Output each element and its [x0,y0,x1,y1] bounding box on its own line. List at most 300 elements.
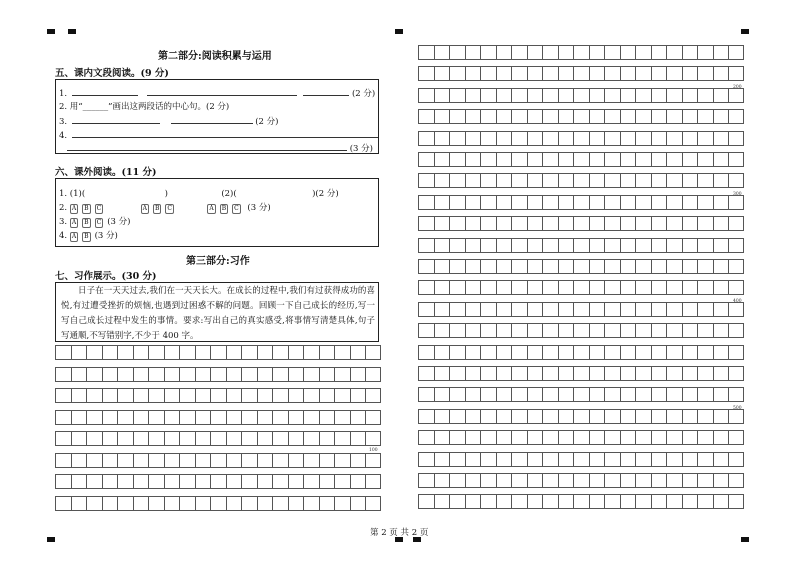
grid-cell[interactable] [195,388,211,403]
grid-cell[interactable] [666,66,682,81]
grid-cell[interactable] [666,88,682,103]
grid-cell[interactable] [465,45,481,60]
grid-cell[interactable] [434,366,450,381]
grid-cell[interactable] [496,195,512,210]
grid-cell[interactable] [542,152,558,167]
grid-cell[interactable] [480,387,496,402]
grid-cell[interactable] [241,345,257,360]
grid-cell[interactable] [434,195,450,210]
grid-cell[interactable] [589,494,605,509]
grid-cell[interactable] [697,452,713,467]
grid-cell[interactable] [257,474,273,489]
grid-cell[interactable] [117,410,133,425]
grid-cell[interactable] [635,280,651,295]
grid-cell[interactable] [465,302,481,317]
grid-cell[interactable] [682,259,698,274]
grid-cell[interactable] [449,195,465,210]
grid-cell[interactable] [319,474,335,489]
grid-cell[interactable] [635,302,651,317]
grid-cell[interactable] [558,238,574,253]
grid-cell[interactable] [728,173,744,188]
grid-cell[interactable] [210,431,226,446]
grid-cell[interactable] [303,367,319,382]
grid-cell[interactable] [133,474,149,489]
grid-cell[interactable] [55,474,71,489]
grid-cell[interactable] [179,431,195,446]
grid-cell[interactable] [589,173,605,188]
grid-cell[interactable] [682,45,698,60]
grid-cell[interactable] [148,453,164,468]
grid-cell[interactable] [604,152,620,167]
grid-cell[interactable] [573,195,589,210]
grid-cell[interactable] [86,431,102,446]
grid-cell[interactable] [635,131,651,146]
grid-cell[interactable] [542,366,558,381]
grid-cell[interactable] [195,496,211,511]
grid-cell[interactable] [635,195,651,210]
grid-cell[interactable] [117,496,133,511]
grid-cell[interactable] [257,496,273,511]
grid-cell[interactable] [697,88,713,103]
grid-cell[interactable] [527,366,543,381]
grid-cell[interactable] [604,323,620,338]
grid-cell[interactable] [241,431,257,446]
grid-cell[interactable] [666,280,682,295]
answer-blank[interactable] [72,86,138,96]
grid-cell[interactable] [465,238,481,253]
grid-cell[interactable] [148,388,164,403]
grid-cell[interactable] [728,131,744,146]
grid-cell[interactable] [728,45,744,60]
grid-cell[interactable] [697,173,713,188]
grid-cell[interactable] [418,88,434,103]
grid-cell[interactable] [604,216,620,231]
grid-cell[interactable] [511,45,527,60]
grid-cell[interactable] [697,131,713,146]
grid-cell[interactable] [728,238,744,253]
grid-cell[interactable] [666,152,682,167]
grid-cell[interactable] [666,366,682,381]
grid-cell[interactable] [418,216,434,231]
grid-cell[interactable] [365,431,381,446]
grid-cell[interactable] [148,496,164,511]
grid-cell[interactable] [148,367,164,382]
grid-cell[interactable] [635,45,651,60]
grid-cell[interactable] [210,474,226,489]
grid-cell[interactable] [334,496,350,511]
option-a[interactable]: A [71,205,77,212]
grid-cell[interactable] [241,410,257,425]
grid-cell[interactable] [117,345,133,360]
grid-cell[interactable] [620,259,636,274]
grid-cell[interactable] [728,409,744,424]
grid-cell[interactable] [620,494,636,509]
grid-cell[interactable] [71,388,87,403]
grid-cell[interactable] [573,131,589,146]
grid-cell[interactable] [133,496,149,511]
grid-cell[interactable] [635,66,651,81]
grid-cell[interactable] [542,259,558,274]
grid-cell[interactable] [666,430,682,445]
grid-cell[interactable] [527,109,543,124]
grid-cell[interactable] [480,366,496,381]
option-b[interactable]: B [154,205,160,212]
grid-cell[interactable] [496,216,512,231]
grid-cell[interactable] [558,430,574,445]
grid-cell[interactable] [480,238,496,253]
grid-cell[interactable] [511,323,527,338]
grid-cell[interactable] [480,323,496,338]
grid-cell[interactable] [620,409,636,424]
grid-cell[interactable] [682,195,698,210]
grid-cell[interactable] [350,367,366,382]
grid-cell[interactable] [133,453,149,468]
grid-cell[interactable] [682,409,698,424]
grid-cell[interactable] [496,88,512,103]
grid-cell[interactable] [697,302,713,317]
grid-cell[interactable] [334,431,350,446]
grid-cell[interactable] [449,216,465,231]
grid-cell[interactable] [542,216,558,231]
grid-cell[interactable] [697,280,713,295]
grid-cell[interactable] [651,387,667,402]
grid-cell[interactable] [620,152,636,167]
grid-cell[interactable] [713,45,729,60]
grid-cell[interactable] [511,131,527,146]
grid-cell[interactable] [527,152,543,167]
grid-cell[interactable] [241,453,257,468]
grid-cell[interactable] [319,496,335,511]
grid-cell[interactable] [434,66,450,81]
grid-cell[interactable] [418,109,434,124]
grid-cell[interactable] [558,131,574,146]
grid-cell[interactable] [682,430,698,445]
grid-cell[interactable] [480,88,496,103]
grid-cell[interactable] [319,388,335,403]
grid-cell[interactable] [133,367,149,382]
grid-cell[interactable] [480,66,496,81]
grid-cell[interactable] [434,409,450,424]
grid-cell[interactable] [728,280,744,295]
grid-cell[interactable] [164,367,180,382]
grid-cell[interactable] [558,366,574,381]
grid-cell[interactable] [713,387,729,402]
grid-cell[interactable] [350,496,366,511]
grid-cell[interactable] [102,496,118,511]
grid-cell[interactable] [465,430,481,445]
grid-cell[interactable] [272,431,288,446]
grid-cell[interactable] [558,88,574,103]
grid-cell[interactable] [558,494,574,509]
grid-cell[interactable] [542,238,558,253]
grid-cell[interactable] [713,195,729,210]
grid-cell[interactable] [651,173,667,188]
grid-cell[interactable] [195,474,211,489]
grid-cell[interactable] [465,366,481,381]
grid-cell[interactable] [558,409,574,424]
grid-cell[interactable] [496,152,512,167]
grid-cell[interactable] [573,238,589,253]
grid-cell[interactable] [418,173,434,188]
grid-cell[interactable] [418,345,434,360]
grid-cell[interactable] [449,366,465,381]
grid-cell[interactable] [449,109,465,124]
grid-cell[interactable] [480,131,496,146]
grid-cell[interactable] [449,494,465,509]
grid-cell[interactable] [496,409,512,424]
grid-cell[interactable] [573,109,589,124]
grid-cell[interactable] [71,345,87,360]
grid-cell[interactable] [713,409,729,424]
grid-cell[interactable] [651,88,667,103]
grid-cell[interactable] [434,452,450,467]
grid-cell[interactable] [573,280,589,295]
grid-cell[interactable] [511,259,527,274]
grid-cell[interactable] [635,345,651,360]
grid-cell[interactable] [511,366,527,381]
grid-cell[interactable] [620,345,636,360]
grid-cell[interactable] [365,410,381,425]
grid-cell[interactable] [635,109,651,124]
grid-cell[interactable] [573,302,589,317]
grid-cell[interactable] [604,473,620,488]
grid-cell[interactable] [635,259,651,274]
grid-cell[interactable] [604,280,620,295]
grid-cell[interactable] [418,387,434,402]
grid-cell[interactable] [465,152,481,167]
grid-cell[interactable] [465,216,481,231]
grid-cell[interactable] [542,45,558,60]
grid-cell[interactable] [418,131,434,146]
answer-blank[interactable] [147,86,297,96]
option-c[interactable]: C [96,219,102,226]
grid-cell[interactable] [434,430,450,445]
grid-cell[interactable] [465,280,481,295]
grid-cell[interactable] [558,173,574,188]
grid-cell[interactable] [465,66,481,81]
grid-cell[interactable] [527,45,543,60]
grid-cell[interactable] [71,367,87,382]
grid-cell[interactable] [434,473,450,488]
grid-cell[interactable] [434,494,450,509]
grid-cell[interactable] [558,152,574,167]
grid-cell[interactable] [604,195,620,210]
grid-cell[interactable] [682,473,698,488]
grid-cell[interactable] [651,259,667,274]
grid-cell[interactable] [55,410,71,425]
grid-cell[interactable] [434,259,450,274]
grid-cell[interactable] [71,410,87,425]
grid-cell[interactable] [55,388,71,403]
grid-cell[interactable] [635,430,651,445]
grid-cell[interactable] [604,387,620,402]
grid-cell[interactable] [527,66,543,81]
grid-cell[interactable] [527,216,543,231]
grid-cell[interactable] [635,452,651,467]
grid-cell[interactable] [527,473,543,488]
grid-cell[interactable] [71,453,87,468]
grid-cell[interactable] [558,66,574,81]
grid-cell[interactable] [573,409,589,424]
grid-cell[interactable] [589,430,605,445]
option-b[interactable]: B [84,205,89,212]
grid-cell[interactable] [303,496,319,511]
grid-cell[interactable] [666,323,682,338]
grid-cell[interactable] [164,410,180,425]
grid-cell[interactable] [303,431,319,446]
grid-cell[interactable] [86,453,102,468]
grid-cell[interactable] [542,473,558,488]
grid-cell[interactable] [651,66,667,81]
grid-cell[interactable] [620,302,636,317]
grid-cell[interactable] [257,410,273,425]
grid-cell[interactable] [558,302,574,317]
grid-cell[interactable] [573,345,589,360]
grid-cell[interactable] [164,496,180,511]
grid-cell[interactable] [480,473,496,488]
grid-cell[interactable] [164,431,180,446]
grid-cell[interactable] [511,473,527,488]
grid-cell[interactable] [620,88,636,103]
grid-cell[interactable] [511,280,527,295]
grid-cell[interactable] [651,494,667,509]
grid-cell[interactable] [449,387,465,402]
grid-cell[interactable] [272,410,288,425]
grid-cell[interactable] [511,409,527,424]
grid-cell[interactable] [713,473,729,488]
grid-cell[interactable] [697,387,713,402]
grid-cell[interactable] [179,496,195,511]
grid-cell[interactable] [496,66,512,81]
option-b[interactable]: B [221,205,227,212]
grid-cell[interactable] [480,409,496,424]
grid-cell[interactable] [449,452,465,467]
grid-cell[interactable] [589,195,605,210]
grid-cell[interactable] [86,345,102,360]
grid-cell[interactable] [319,453,335,468]
grid-cell[interactable] [620,45,636,60]
grid-cell[interactable] [620,173,636,188]
grid-cell[interactable] [589,238,605,253]
grid-cell[interactable] [527,430,543,445]
grid-cell[interactable] [651,238,667,253]
grid-cell[interactable] [589,387,605,402]
grid-cell[interactable] [303,345,319,360]
grid-cell[interactable] [164,453,180,468]
grid-cell[interactable] [589,45,605,60]
grid-cell[interactable] [604,109,620,124]
grid-cell[interactable] [511,302,527,317]
grid-cell[interactable] [434,280,450,295]
grid-cell[interactable] [288,496,304,511]
grid-cell[interactable] [527,173,543,188]
grid-cell[interactable] [666,452,682,467]
option-a[interactable]: A [142,205,147,212]
grid-cell[interactable] [334,367,350,382]
grid-cell[interactable] [527,88,543,103]
grid-cell[interactable] [728,494,744,509]
grid-cell[interactable] [418,430,434,445]
grid-cell[interactable] [102,453,118,468]
grid-cell[interactable] [257,431,273,446]
grid-cell[interactable] [418,152,434,167]
grid-cell[interactable] [434,238,450,253]
grid-cell[interactable] [666,387,682,402]
grid-cell[interactable] [527,345,543,360]
grid-cell[interactable] [697,409,713,424]
grid-cell[interactable] [573,45,589,60]
grid-cell[interactable] [682,452,698,467]
grid-cell[interactable] [148,345,164,360]
grid-cell[interactable] [480,494,496,509]
grid-cell[interactable] [527,302,543,317]
grid-cell[interactable] [496,452,512,467]
grid-cell[interactable] [682,173,698,188]
grid-cell[interactable] [133,388,149,403]
grid-cell[interactable] [511,195,527,210]
grid-cell[interactable] [620,452,636,467]
grid-cell[interactable] [728,109,744,124]
grid-cell[interactable] [666,45,682,60]
grid-cell[interactable] [635,216,651,231]
grid-cell[interactable] [496,302,512,317]
grid-cell[interactable] [117,474,133,489]
grid-cell[interactable] [728,452,744,467]
grid-cell[interactable] [682,216,698,231]
grid-cell[interactable] [604,173,620,188]
grid-cell[interactable] [542,173,558,188]
grid-cell[interactable] [558,216,574,231]
grid-cell[interactable] [589,280,605,295]
grid-cell[interactable] [241,388,257,403]
grid-cell[interactable] [713,302,729,317]
grid-cell[interactable] [148,410,164,425]
grid-cell[interactable] [55,496,71,511]
grid-cell[interactable] [434,45,450,60]
grid-cell[interactable] [589,366,605,381]
grid-cell[interactable] [527,280,543,295]
grid-cell[interactable] [589,216,605,231]
grid-cell[interactable] [465,195,481,210]
grid-cell[interactable] [195,410,211,425]
grid-cell[interactable] [682,131,698,146]
grid-cell[interactable] [334,388,350,403]
grid-cell[interactable] [682,366,698,381]
grid-cell[interactable] [449,430,465,445]
grid-cell[interactable] [226,367,242,382]
grid-cell[interactable] [496,473,512,488]
grid-cell[interactable] [434,88,450,103]
grid-cell[interactable] [449,131,465,146]
grid-cell[interactable] [288,453,304,468]
grid-cell[interactable] [334,410,350,425]
grid-cell[interactable] [496,366,512,381]
answer-blank[interactable] [303,86,349,96]
grid-cell[interactable] [635,494,651,509]
grid-cell[interactable] [620,473,636,488]
grid-cell[interactable] [449,238,465,253]
grid-cell[interactable] [697,238,713,253]
grid-cell[interactable] [449,45,465,60]
grid-cell[interactable] [133,431,149,446]
grid-cell[interactable] [496,430,512,445]
grid-cell[interactable] [651,345,667,360]
grid-cell[interactable] [496,345,512,360]
grid-cell[interactable] [86,474,102,489]
grid-cell[interactable] [496,280,512,295]
grid-cell[interactable] [651,452,667,467]
grid-cell[interactable] [465,88,481,103]
